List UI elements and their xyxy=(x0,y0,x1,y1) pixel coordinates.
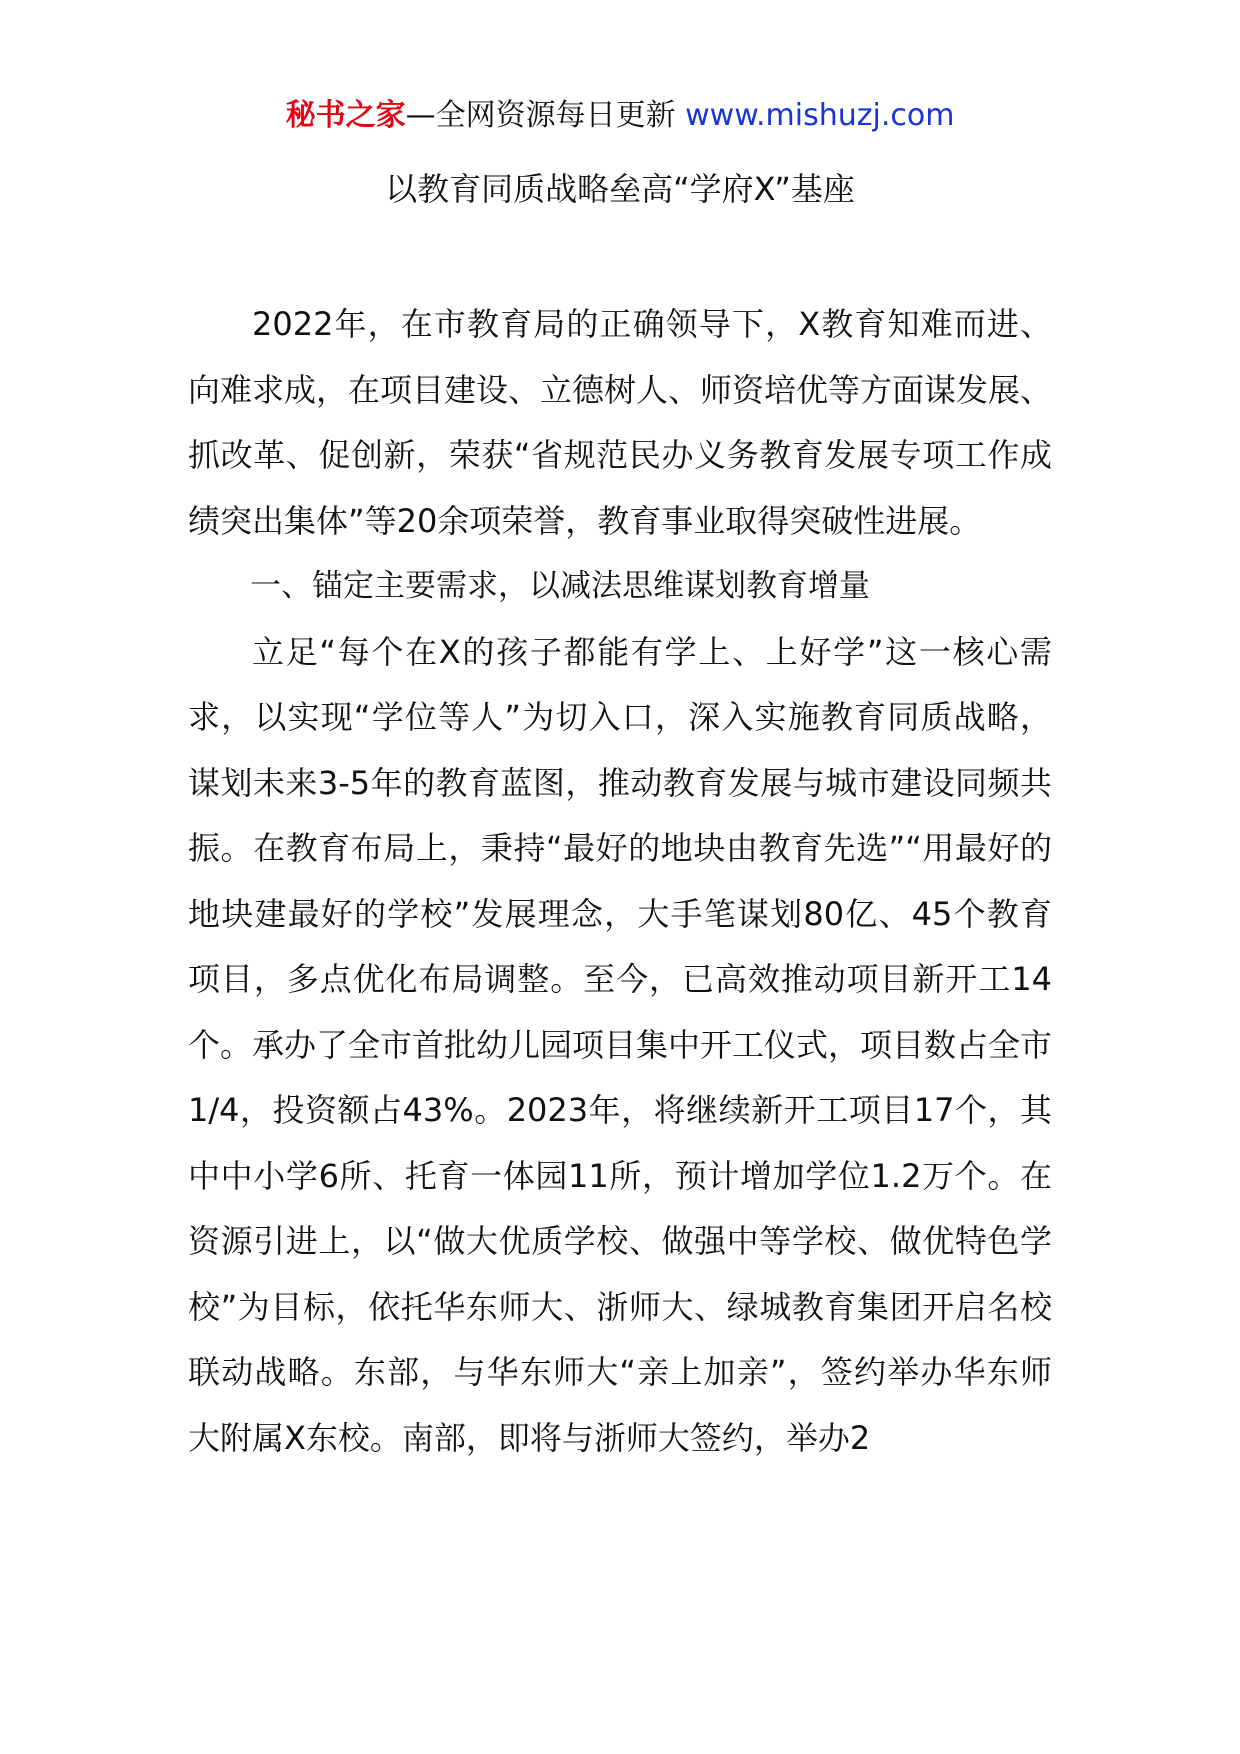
section-heading: 一、锚定主要需求，以减法思维谋划教育增量 xyxy=(250,568,870,604)
body-paragraph: 2022年，在市教育局的正确领导下，X教育知难而进、向难求成，在项目建设、立德树人、师资培优等方面谋发展、抓改革、促创新，荣获“省规范民办义务教育发展专项工作成绩突出集体”等20余项荣誉，教育事业取得突破性进展。 xyxy=(188,305,1053,540)
brand-name: 秘书之家 xyxy=(285,98,406,133)
site-url[interactable]: www.mishuzj.com xyxy=(685,98,955,133)
document-body xyxy=(188,292,1052,1471)
body-paragraph: 立足“每个在X的孩子都能有学上、上好学”这一核心需求，以实现“学位等人”为切入口，深入实施教育同质战略，谋划未来3-5年的教育蓝图，推动教育发展与城市建设同频共振。在教育布局上，秉持“最好的地块由教育先选”“用最好的地块建最好的学校”发展理念，大手笔谋划80亿、45个教育项目，多点优化布局调整。至今，已高效推动项目新开工14个。承办了全市首批幼儿园项目集中开工仪式，项目数占全市1/4，投资额占43%。2023年，将继续新开工项目17个，其中中小学6所、托育一体园11所，预计增加学位1.2万个。在资源引进上，以“做大优质学校、做强中等学校、做优特色学校”为目标，依托华东师大、浙师大、绿城教育集团开启名校联动战略。东部，与华东师大“亲上加亲”，签约举办华东师大附属X东校。南部，即将与浙师大签约，举办2 xyxy=(188,632,1053,1457)
header-tagline: —全网资源每日更新 xyxy=(405,98,686,133)
site-header xyxy=(0,96,1240,136)
document-title: 以教育同质战略垒高“学府X”基座 xyxy=(385,170,855,208)
